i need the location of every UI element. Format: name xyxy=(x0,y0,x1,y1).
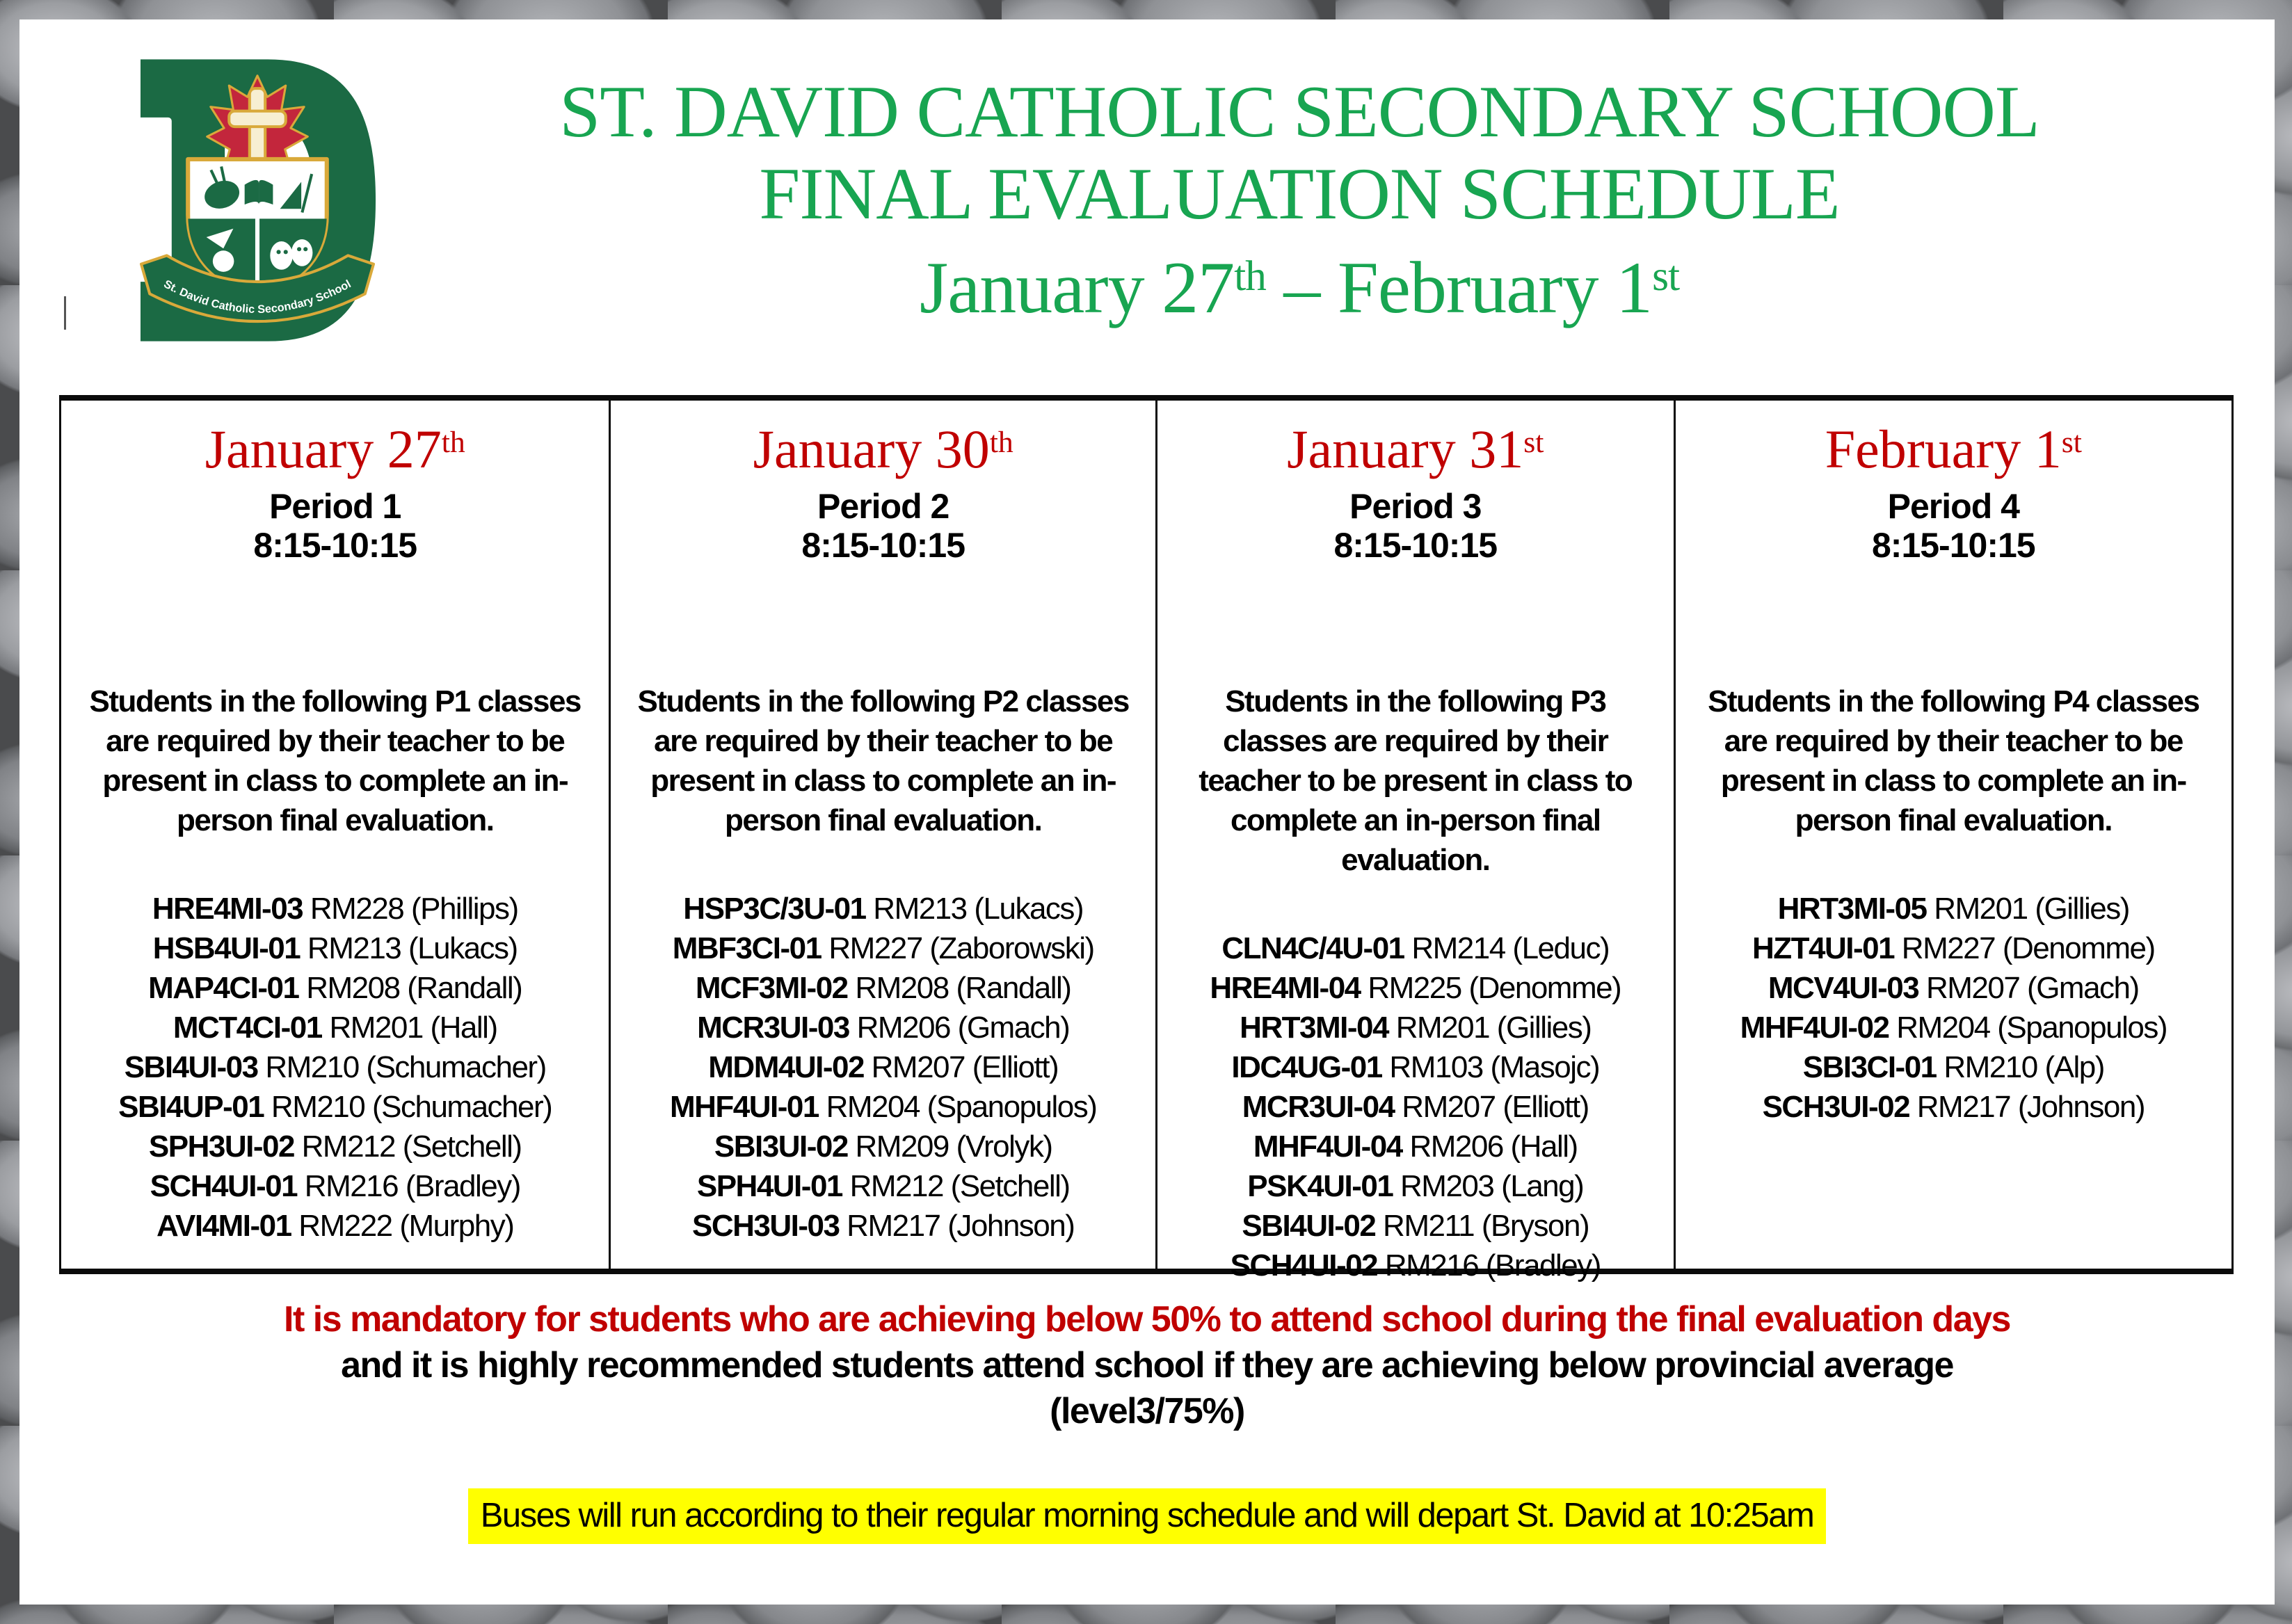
class-item xyxy=(1676,968,2231,1008)
class-code: HSB4UI-01 xyxy=(152,931,300,965)
schedule-card xyxy=(19,19,2275,1605)
class-item xyxy=(61,1206,609,1246)
class-code: MHF4UI-04 xyxy=(1253,1129,1402,1164)
school-name: ST. DAVID CATHOLIC SECONDARY SCHOOL xyxy=(559,71,2039,152)
class-room-teacher: RM227 (Zaborowski) xyxy=(821,931,1094,965)
class-item xyxy=(61,1127,609,1166)
time-label: 8:15-10:15 xyxy=(1871,525,2035,565)
class-item xyxy=(61,928,609,968)
class-room-teacher: RM103 (Masojc) xyxy=(1381,1050,1600,1084)
class-code: MAP4CI-01 xyxy=(148,970,299,1005)
class-room-teacher: RM207 (Gmach) xyxy=(1918,970,2139,1005)
intro-text: Students in the following P1 classes are required by their teacher to be present in class to complete an in-person final evaluation. xyxy=(89,684,581,837)
period-label: Period 1 xyxy=(269,486,401,526)
ordinal-suffix: st xyxy=(1652,252,1680,300)
class-code: SBI4UI-02 xyxy=(1242,1208,1376,1243)
class-room-teacher: RM206 (Gmach) xyxy=(849,1010,1070,1045)
class-code: MCF3MI-02 xyxy=(695,970,848,1005)
bus-notice-row xyxy=(47,1488,2247,1544)
class-room-teacher: RM204 (Spanopulos) xyxy=(1889,1010,2167,1045)
footer-notice xyxy=(47,1296,2247,1434)
day-date xyxy=(1157,410,1674,481)
ordinal-suffix: th xyxy=(1234,252,1266,300)
period-label: Period 4 xyxy=(1887,486,2019,526)
class-item xyxy=(1157,1087,1674,1127)
class-item xyxy=(611,889,1155,928)
class-room-teacher: RM212 (Setchell) xyxy=(294,1129,522,1164)
class-room-teacher: RM217 (Johnson) xyxy=(1909,1089,2145,1124)
ordinal-suffix: th xyxy=(441,426,465,459)
mandatory-notice: It is mandatory for students who are achieving below 50% to attend school during the final evaluation days xyxy=(284,1299,2010,1340)
class-code: AVI4MI-01 xyxy=(157,1208,291,1243)
class-item xyxy=(1157,1246,1674,1285)
class-room-teacher: RM211 (Bryson) xyxy=(1375,1208,1589,1243)
class-room-teacher: RM225 (Denomme) xyxy=(1360,970,1621,1005)
class-room-teacher: RM201 (Gillies) xyxy=(1926,891,2129,926)
class-room-teacher: RM210 (Schumacher) xyxy=(257,1050,546,1084)
class-code: SCH3UI-02 xyxy=(1762,1089,1910,1124)
bus-notice: Buses will run according to their regular morning schedule and will depart St. David at 10:25am xyxy=(468,1488,1827,1544)
class-item xyxy=(61,1087,609,1127)
banner-text: St. David Catholic Secondary School xyxy=(161,278,353,316)
class-code: MCV4UI-03 xyxy=(1768,970,1919,1005)
intro-text: Students in the following P4 classes are required by their teacher to be present in class to complete an in-person final evaluation. xyxy=(1708,684,2199,837)
class-code: MHF4UI-01 xyxy=(670,1089,819,1124)
class-room-teacher: RM217 (Johnson) xyxy=(839,1208,1075,1243)
class-code: HZT4UI-01 xyxy=(1752,931,1895,965)
class-item xyxy=(611,928,1155,968)
class-code: HRT3MI-04 xyxy=(1240,1010,1388,1045)
period-label: Period 2 xyxy=(817,486,949,526)
time-label: 8:15-10:15 xyxy=(1333,525,1498,565)
day-date xyxy=(61,410,609,481)
class-room-teacher: RM208 (Randall) xyxy=(847,970,1071,1005)
class-item xyxy=(1157,968,1674,1008)
class-room-teacher: RM228 (Phillips) xyxy=(303,891,518,926)
class-code: PSK4UI-01 xyxy=(1247,1168,1393,1203)
class-item xyxy=(611,1008,1155,1047)
day-column-february-1 xyxy=(1676,401,2231,1269)
class-room-teacher: RM201 (Gillies) xyxy=(1388,1010,1592,1045)
day-date-text: January 31 xyxy=(1287,418,1524,479)
class-item xyxy=(611,1087,1155,1127)
time-label: 8:15-10:15 xyxy=(801,525,965,565)
class-code: CLN4C/4U-01 xyxy=(1221,931,1404,965)
day-date-text: January 30 xyxy=(753,418,990,479)
date-range-start: January 27 xyxy=(919,246,1235,328)
class-room-teacher: RM222 (Murphy) xyxy=(291,1208,514,1243)
class-room-teacher: RM207 (Elliott) xyxy=(1394,1089,1589,1124)
class-code: MCT4CI-01 xyxy=(173,1010,322,1045)
schedule-table xyxy=(59,395,2234,1283)
class-item xyxy=(61,1008,609,1047)
class-list xyxy=(1157,928,1674,1285)
level-note: (level3/75%) xyxy=(1050,1391,1244,1431)
class-item xyxy=(61,1166,609,1206)
class-code: HRE4MI-04 xyxy=(1210,970,1361,1005)
class-item xyxy=(611,1206,1155,1246)
class-room-teacher: RM204 (Spanopulos) xyxy=(818,1089,1097,1124)
class-room-teacher: RM203 (Lang) xyxy=(1393,1168,1584,1203)
day-column-january-31 xyxy=(1157,401,1676,1283)
class-item xyxy=(611,1047,1155,1087)
day-date xyxy=(611,410,1155,481)
class-code: HRT3MI-05 xyxy=(1777,891,1927,926)
class-room-teacher: RM206 (Hall) xyxy=(1402,1129,1578,1164)
class-item xyxy=(1157,1008,1674,1047)
class-item xyxy=(1676,1087,2231,1127)
class-item xyxy=(1157,1166,1674,1206)
class-item xyxy=(611,1166,1155,1206)
day-column-january-30 xyxy=(611,401,1157,1269)
class-code: MDM4UI-02 xyxy=(708,1050,864,1084)
day-date-text: January 27 xyxy=(205,418,442,479)
class-code: HRE4MI-03 xyxy=(152,891,303,926)
ordinal-suffix: st xyxy=(2061,426,2082,459)
ordinal-suffix: st xyxy=(1523,426,1544,459)
class-list xyxy=(1676,889,2231,1127)
class-item xyxy=(1676,889,2231,928)
class-room-teacher: RM210 (Schumacher) xyxy=(264,1089,552,1124)
class-item xyxy=(1157,1206,1674,1246)
intro-text: Students in the following P2 classes are required by their teacher to be present in class to complete an in-person final evaluation. xyxy=(637,684,1129,837)
class-item xyxy=(61,1047,609,1087)
class-item xyxy=(1676,1008,2231,1047)
class-room-teacher: RM212 (Setchell) xyxy=(842,1168,1070,1203)
class-item xyxy=(1676,1047,2231,1087)
class-code: MBF3CI-01 xyxy=(672,931,822,965)
class-code: SCH3UI-03 xyxy=(691,1208,840,1243)
ordinal-suffix: th xyxy=(989,426,1013,459)
date-range xyxy=(409,235,2190,329)
class-room-teacher: RM216 (Bradley) xyxy=(297,1168,520,1203)
class-room-teacher: RM210 (Alp) xyxy=(1936,1050,2104,1084)
day-column-january-27 xyxy=(61,401,611,1269)
class-room-teacher: RM213 (Lukacs) xyxy=(300,931,518,965)
class-item xyxy=(1157,928,1674,968)
period-label: Period 3 xyxy=(1349,486,1482,526)
class-item xyxy=(1157,1047,1674,1087)
class-code: SPH4UI-01 xyxy=(696,1168,842,1203)
intro-text: Students in the following P3 classes are required by their teacher to be present in class to complete an in-person final evaluation. xyxy=(1199,684,1633,877)
class-code: SCH4UI-01 xyxy=(150,1168,298,1203)
class-room-teacher: RM201 (Hall) xyxy=(321,1010,497,1045)
class-list xyxy=(61,889,609,1246)
class-item xyxy=(61,968,609,1008)
class-room-teacher: RM216 (Bradley) xyxy=(1377,1248,1601,1283)
class-code: MHF4UI-02 xyxy=(1740,1010,1889,1045)
class-code: SBI4UP-01 xyxy=(118,1089,264,1124)
class-room-teacher: RM209 (Vrolyk) xyxy=(847,1129,1052,1164)
day-date xyxy=(1676,410,2231,481)
class-code: SCH4UI-02 xyxy=(1230,1248,1378,1283)
stray-mark xyxy=(64,296,66,330)
class-room-teacher: RM214 (Leduc) xyxy=(1404,931,1610,965)
date-range-end: – February 1 xyxy=(1265,246,1653,328)
class-item xyxy=(611,1127,1155,1166)
schedule-subtitle: FINAL EVALUATION SCHEDULE xyxy=(759,153,1840,234)
class-list xyxy=(611,889,1155,1246)
time-label: 8:15-10:15 xyxy=(253,525,417,565)
class-room-teacher: RM213 (Lukacs) xyxy=(865,891,1084,926)
class-code: HSP3C/3U-01 xyxy=(683,891,866,926)
class-item xyxy=(61,889,609,928)
class-code: MCR3UI-04 xyxy=(1242,1089,1395,1124)
page-title xyxy=(409,71,2190,329)
class-code: SBI3UI-02 xyxy=(714,1129,848,1164)
school-logo xyxy=(111,45,403,356)
class-item xyxy=(611,968,1155,1008)
day-date-text: February 1 xyxy=(1825,418,2062,479)
class-room-teacher: RM227 (Denomme) xyxy=(1894,931,2155,965)
class-code: MCR3UI-03 xyxy=(697,1010,849,1045)
class-code: SBI4UI-03 xyxy=(124,1050,258,1084)
recommended-notice: and it is highly recommended students attend school if they are achieving below provincial average xyxy=(341,1345,1953,1385)
class-room-teacher: RM208 (Randall) xyxy=(298,970,522,1005)
class-item xyxy=(1157,1127,1674,1166)
class-room-teacher: RM207 (Elliott) xyxy=(863,1050,1059,1084)
class-code: IDC4UG-01 xyxy=(1231,1050,1382,1084)
class-code: SPH3UI-02 xyxy=(148,1129,294,1164)
class-item xyxy=(1676,928,2231,968)
class-code: SBI3CI-01 xyxy=(1802,1050,1937,1084)
